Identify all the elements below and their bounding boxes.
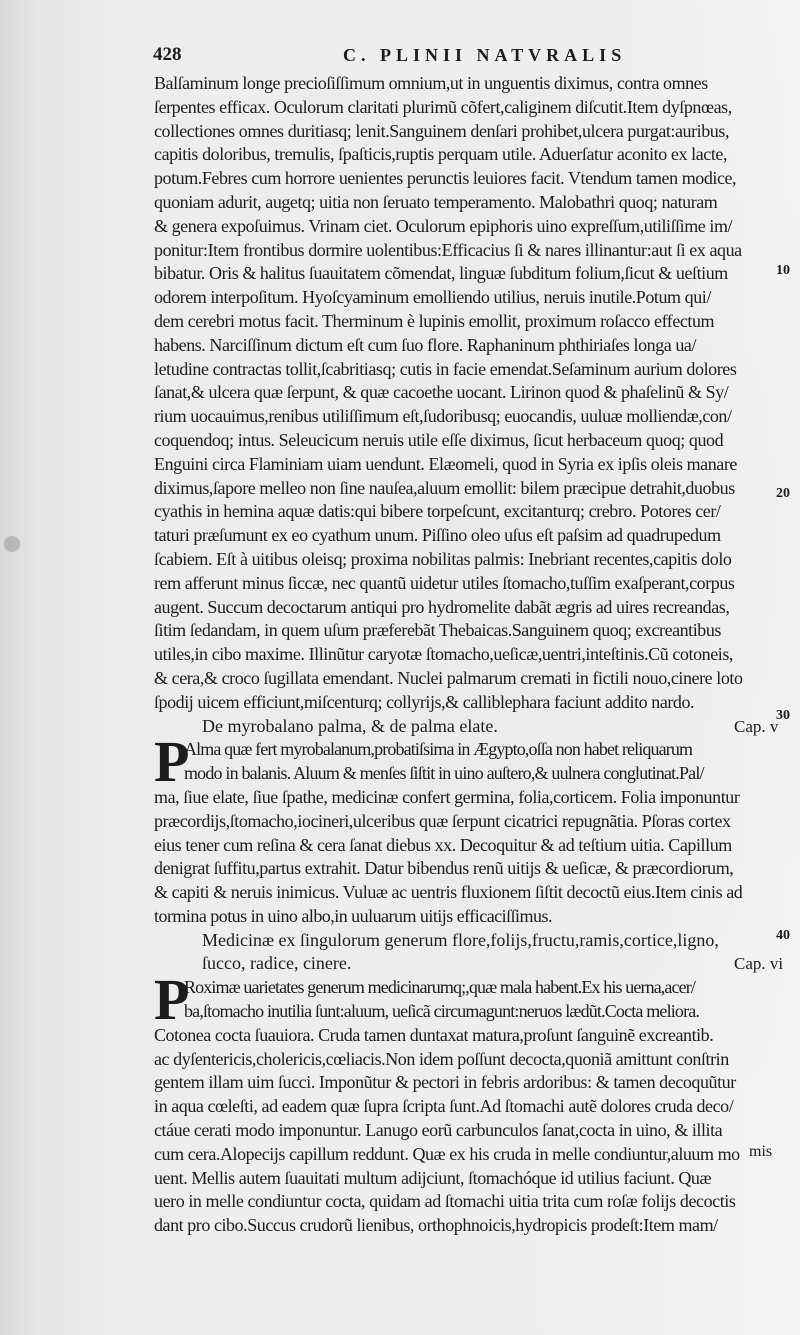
text-line: augent. Succum decoctarum antiqui pro hydromelite dabãt ægris ad uires recreandas, (154, 596, 730, 617)
margin-line-number: 40 (776, 928, 790, 943)
text-line: letudine contractas tollit,ſcabritiasq; cutis in facie emendat.Seſaminum aurium dolores (154, 358, 737, 379)
text-line: cum cera.Alopecijs capillum reddunt. Quæ ex his cruda in melle condiuntur,aluum mo (154, 1143, 740, 1164)
text-line: collectiones omnes duritiasq; lenit.Sanguinem denſari prohibet,ulcera purgat:auribus, (154, 120, 730, 141)
chapter-number-5: Cap. v (734, 716, 779, 736)
margin-line-number: 10 (776, 263, 790, 278)
paragraph-proximae (154, 967, 794, 1238)
margin-line-number: 20 (776, 486, 790, 501)
text-line: odorem interpoſitum. Hyoſcyaminum emolliendo utilius, neruis inutile.Potum qui/ (154, 287, 711, 308)
text-line: coquendoq; intus. Seleucicum neruis utile eſſe diximus, ſicut herbaceum quoq; quod (154, 429, 724, 450)
chapter-number-6: Cap. vi (734, 954, 784, 974)
text-line: diximus,ſapore melleo non ſine nauſea,aluum emollit: bilem præcipue detrahit,duobus (154, 477, 735, 498)
text-line: potum.Febres cum horrore uenientes perunctis leuiores facit. Vtendum tamen modice, (154, 168, 737, 189)
chapter-title-5: De myrobalano palma, & de palma elate. (202, 715, 498, 736)
page-header (153, 44, 633, 70)
text-line: ctáue cerati modo imponuntur. Lanugo eorũ carbunculos ſanat,cocta in uino, & illita (154, 1120, 723, 1141)
drop-cap-letter: P (154, 729, 190, 795)
chapter-heading-6-line1 (154, 929, 794, 953)
paragraph-balsaminum (154, 72, 794, 715)
text-line: taturi præſumunt ex eo cyathum unum. Piſſino oleo uſus eſt paſsim ad quadrupedum (154, 525, 721, 546)
text-line: quoniam adurit, augetq; uitia non ſeruato temperamento. Malobathri quoq; naturam (154, 191, 718, 212)
text-line: Balſaminum longe precioſiſſimum omnium,ut in unguentis diximus, contra omnes (154, 73, 708, 93)
text-line: rem afferunt minus ſiccæ, nec quantũ uidetur utiles ſtomacho,tuſſim exaſperant,corpus (154, 572, 735, 593)
text-line: Alma quæ fert myrobalanum,probatiſsima in Ægypto,oſſa non habet reliquarum (184, 739, 693, 760)
text-line: rium uocauimus,renibus utiliſſimum eſt,ſudoribusq; euocandis, uuluæ molliendæ,con/ (154, 406, 732, 427)
text-line: uero in melle condiuntur cocta, quidam ad ſtomachi uitia trita cum roſæ folijs decoctis (154, 1191, 736, 1212)
text-line: ponitur:Item frontibus dormire uolentibus:Efficacius ſi & nares illinantur:aut ſi ex aqua (154, 239, 742, 260)
text-line: dem cerebri motus facit. Therminum è lupinis emollit, proximum roſacco effectum (154, 310, 715, 331)
text-line: ba,ſtomacho inutilia ſunt:aluum, ueſicã circumagunt:neruos lædũt.Cocta meliora. (184, 1001, 700, 1022)
text-line: ſitim ſedandam, in quem uſum præferebãt Thebaicas.Sanguinem quoq; excreantibus (154, 620, 721, 641)
chapter-title-6b: ſucco, radice, cinere. (202, 953, 352, 974)
text-line: ma, ſiue elate, ſiue ſpathe, medicinæ confert germina, folia,corticem. Folia imponuntur (154, 786, 740, 807)
main-text (154, 72, 794, 1238)
text-line: modo in balanis. Aluum & menſes ſiſtit in uino auſtero,& uulnera conglutinat.Pal/ (184, 763, 704, 784)
text-line: dant pro cibo.Succus crudorũ lienibus, orthophnoicis,hydropicis prodeſt:Item mam/ (154, 1215, 718, 1236)
text-line: præcordijs,ſtomacho,iocineri,ulceribus quæ ſerpunt cicatrici repugnãtia. Pſoras cortex (154, 810, 731, 831)
text-line: habens. Narciſſinum dictum eſt cum ſuo flore. Raphaninum phthiriaſes longa ua/ (154, 334, 697, 355)
text-line: Roximæ uarietates generum medicinarumq;,quæ mala habent.Ex his uerna,acer/ (184, 977, 696, 998)
text-line: capitis doloribus, tremulis, ſpaſticis,ruptis perquam utile. Aduerſatur aconito ex lacte, (154, 144, 728, 165)
page-number: 428 (153, 44, 182, 65)
text-line: cyathis in hemina aquæ datis:qui bibere torpeſcunt, excitanturq; crebro. Potores cer/ (154, 501, 721, 522)
catchword: mis (749, 1143, 773, 1160)
text-line: Cotonea cocta ſuauiora. Cruda tamen duntaxat matura,proſunt ſanguinẽ excreantib. (154, 1024, 714, 1045)
text-line: ſcabiem. Eſt à uitibus oleisq; proxima nobilitas palmis: Inebriant recentes,capitis dolo (154, 548, 732, 569)
text-line: ſanat,& ulcera quæ ſerpunt, & quæ cacoethe uocant. Lirinon quod & phaſelinũ & Sy/ (154, 382, 729, 403)
text-line: uent. Mellis autem ſuauitati multum adijciunt, ſtomachóque id utilius faciunt. Quæ (154, 1167, 712, 1188)
text-line: utiles,in cibo maxime. Illinũtur caryotæ ſtomacho,ueſicæ,uentri,inteſtinis.Cũ cotoneis, (154, 644, 733, 665)
text-line: & capiti & neruis inimicus. Vuluæ ac uentris fluxionem ſiſtit decoctũ eius.Item cinis ad (154, 882, 743, 903)
text-line: ſpodij uicem efficiunt,miſcenturq; collyrijs,& calliblephara faciunt addito nardo. (154, 691, 695, 712)
chapter-title-6a: Medicinæ ex ſingulorum generum flore,folijs,fructu,ramis,cortice,ligno, (202, 929, 719, 950)
text-line: in aqua cœleſti, ad eadem quæ ſupra ſcripta ſunt.Ad ſtomachi autẽ dolores cruda deco/ (154, 1096, 734, 1117)
text-line: ac dyſentericis,cholericis,cœliacis.Non idem poſſunt decocta,quoniã amittunt conſtrin (154, 1048, 729, 1069)
paragraph-palma (154, 729, 794, 928)
text-line: & cera,& croco ſugillata emendant. Nuclei palmarum cremati in fictili nouo,cinere loto (154, 667, 743, 688)
text-line: Enguini circa Flaminiam uiam uendunt. Elæomeli, quod in Syria ex ipſis oleis manare (154, 453, 737, 474)
chapter-heading-5 (154, 715, 794, 739)
text-line: eius tener cum reſina & cera ſanat diebus xx. Decoquitur & ad teſtium uitia. Capillum (154, 834, 732, 855)
text-line: bibatur. Oris & halitus ſuauitatem cõmendat, linguæ ſubditum folium,ſicut & ueſtium (154, 263, 728, 284)
text-line: tormina potus in uino albo,in uuluarum uitijs efficaciſſimus. (154, 905, 552, 926)
text-line: gentem illam uim ſucci. Imponũtur & pectori in febris ardoribus: & tamen decoquũtur (154, 1072, 736, 1093)
ink-stain (4, 536, 20, 552)
chapter-heading-6-line2 (154, 952, 794, 976)
text-line: denigrat ſuffitu,partus extrahit. Datur bibendus renũ uitijs & ueſicæ, & præcordiorum, (154, 858, 734, 879)
text-line: ſerpentes efficax. Oculorum claritati plurimũ cõfert,caliginem diſcutit.Item dyſpnœas, (154, 96, 732, 117)
margin-line-number: 30 (776, 708, 790, 723)
drop-cap-letter: P (154, 967, 190, 1033)
text-line: & genera expoſuimus. Vrinam ciet. Oculorum epiphoris uino expreſſum,utiliſſime im/ (154, 215, 733, 236)
running-title: C. PLINII NATVRALIS (343, 45, 627, 65)
